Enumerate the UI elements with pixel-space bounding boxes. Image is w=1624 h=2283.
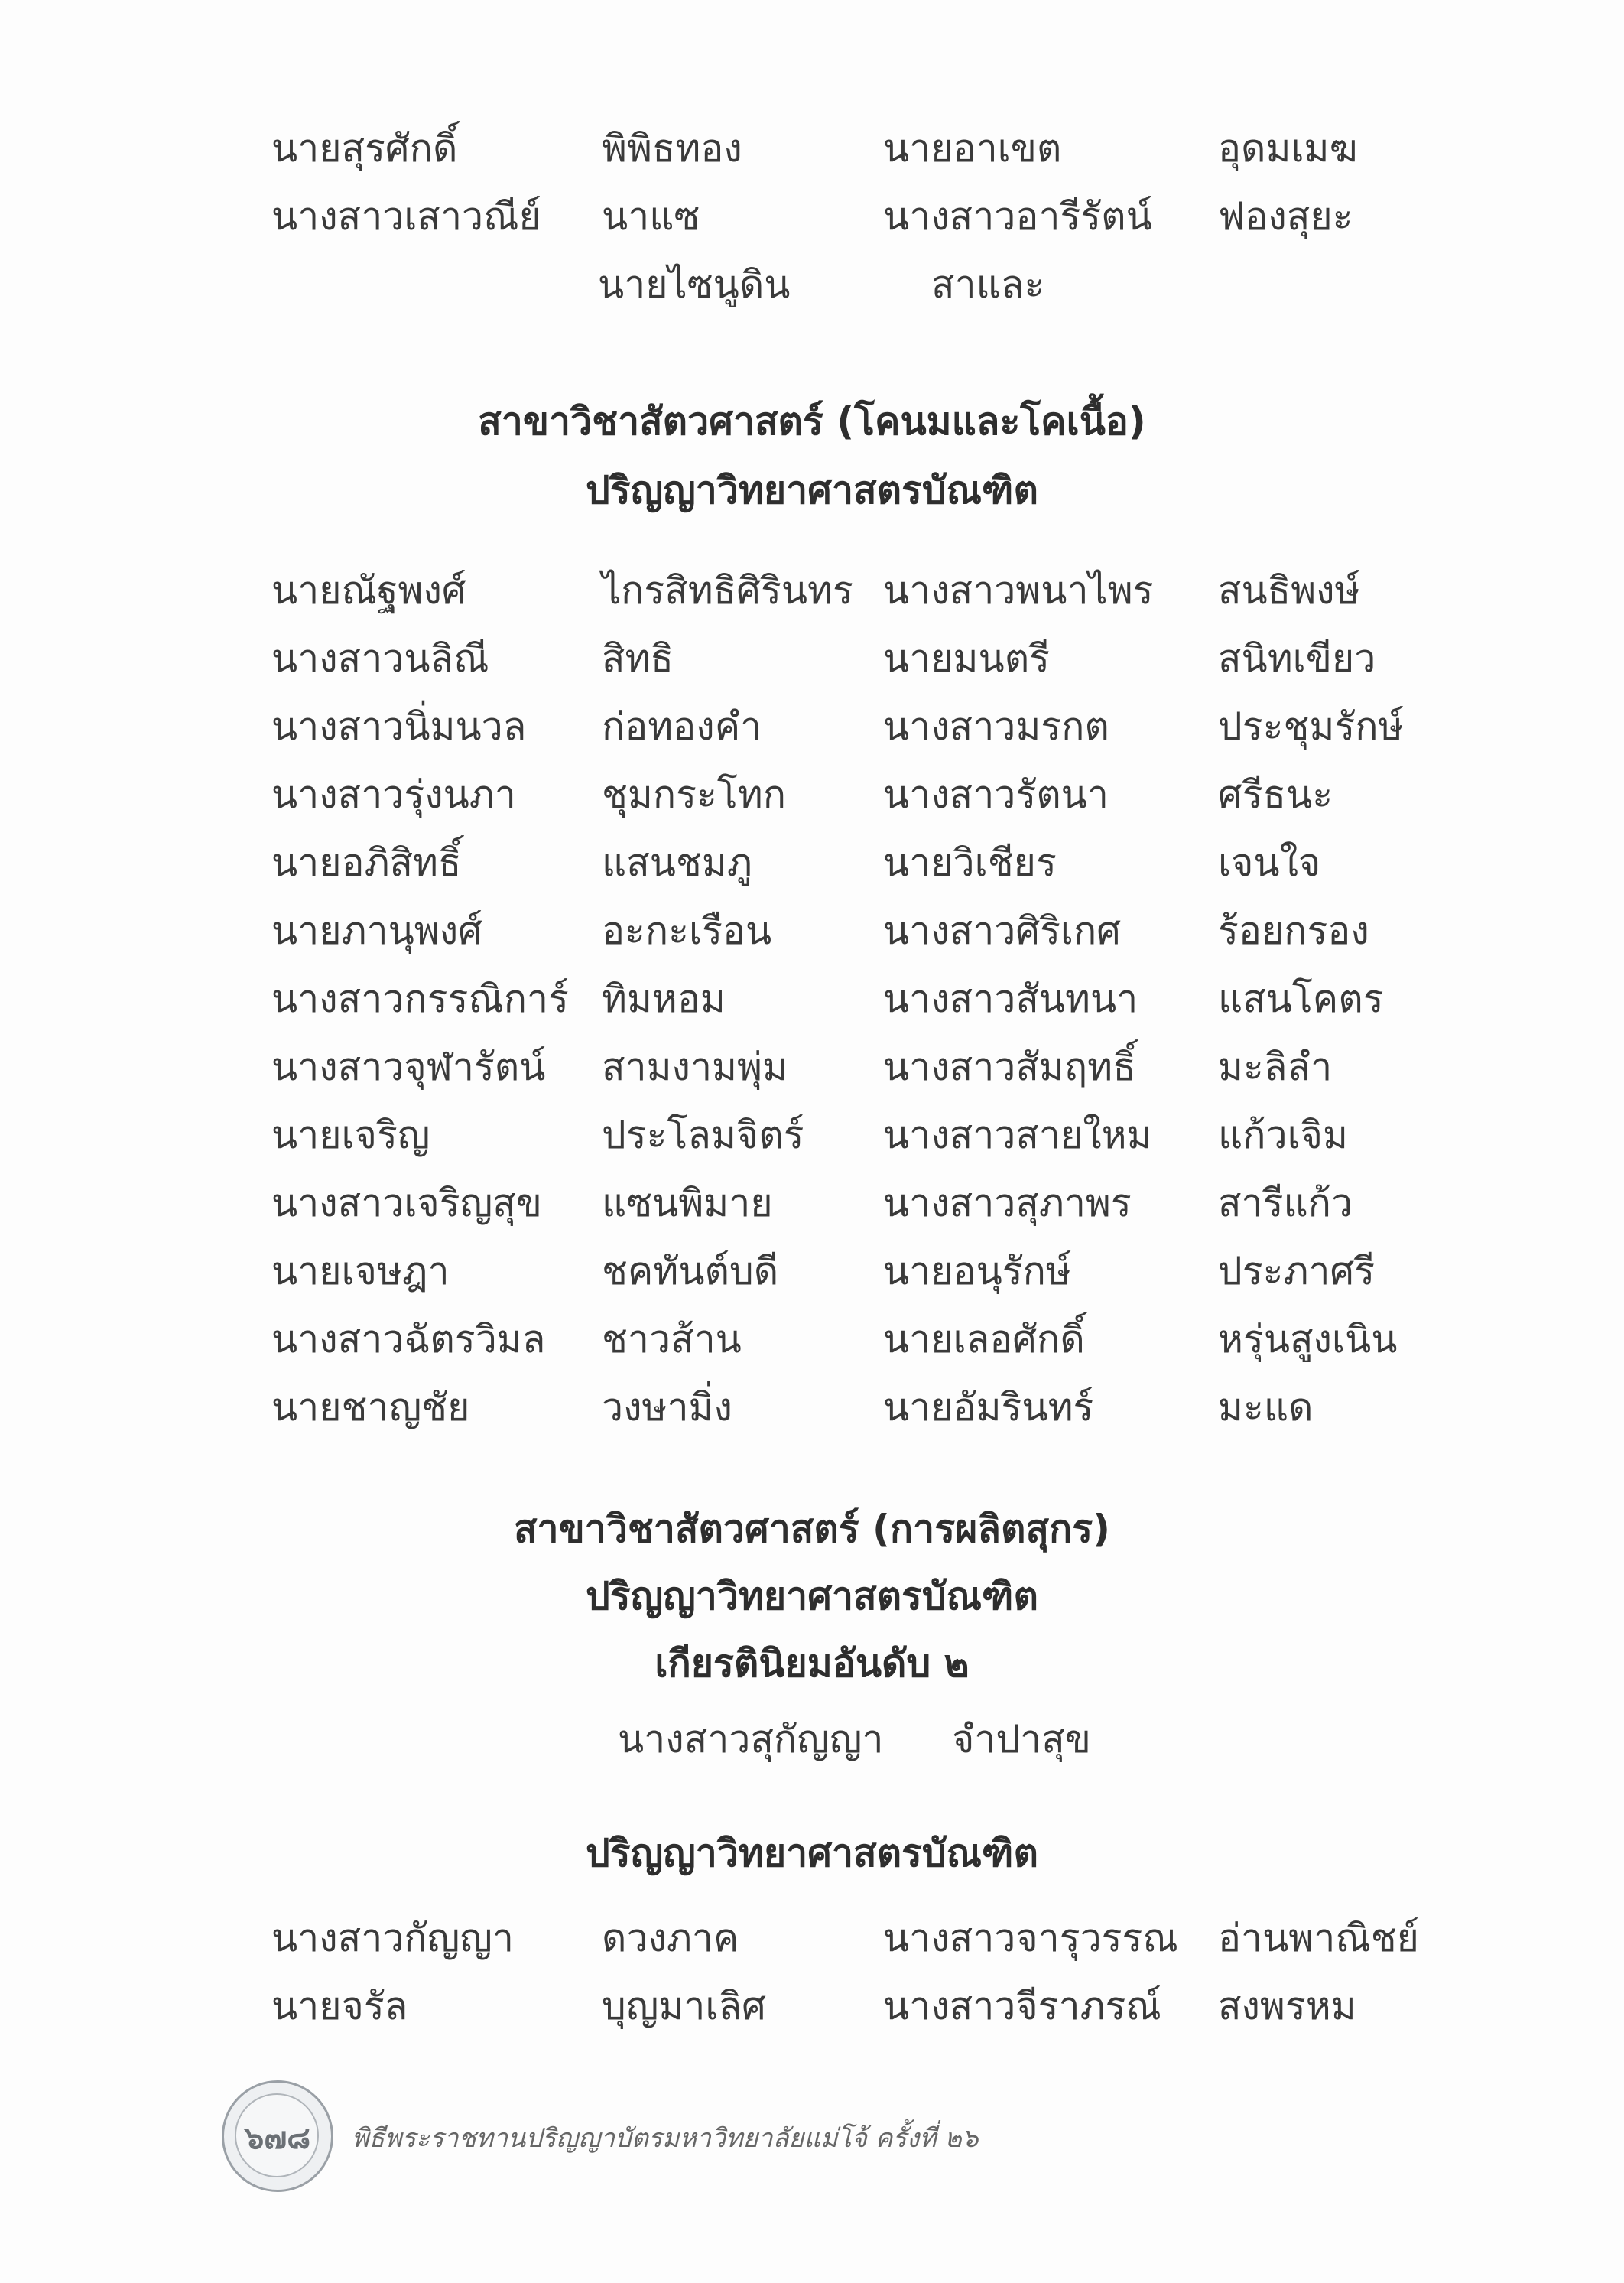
footer-caption: พิธีพระราชทานปริญญาบัตรมหาวิทยาลัยแม่โจ้ ครั้งที่ ๒๖: [352, 2123, 979, 2154]
last-name: สงพรหม: [1218, 1984, 1356, 2028]
first-name: นางสาวมรกต: [883, 704, 1109, 749]
first-name: นายอัมรินทร์: [883, 1385, 1094, 1429]
first-name: นายมนตรี: [883, 636, 1051, 681]
last-name: แซนพิมาย: [602, 1181, 773, 1225]
first-name: นางสาวนิ่มนวล: [271, 704, 527, 749]
name-row: [271, 829, 1495, 897]
first-name: นายอภิสิทธิ์: [271, 841, 462, 885]
name-row: [271, 1237, 1495, 1306]
name-row: [271, 1374, 1495, 1442]
last-name: สนิทเขียว: [1218, 636, 1376, 681]
first-name: นางสาวสุภาพร: [883, 1181, 1132, 1225]
last-name: วงษามิ่ง: [602, 1385, 732, 1429]
last-name: ทิมหอม: [602, 977, 726, 1021]
first-name: นางสาวเสาวณีย์: [271, 194, 541, 239]
first-name: นายจรัล: [271, 1984, 408, 2028]
first-name: นายเจริญ: [271, 1113, 430, 1157]
name-row: [271, 1972, 1495, 2041]
first-name: นายไซนูดิน: [598, 262, 791, 307]
first-name: นางสาวนลิณี: [271, 636, 489, 681]
honors-name-row: [0, 1706, 1624, 1774]
single-name-row: [0, 251, 1624, 319]
first-name: นางสาวกรรณิการ์: [271, 977, 569, 1021]
top-name-list: [271, 115, 1495, 251]
section-title: สาขาวิชาสัตวศาสตร์ (โคนมและโคเนื้อ): [478, 399, 1146, 444]
first-name: นายชาญชัย: [271, 1385, 470, 1429]
university-seal-icon: [222, 2080, 333, 2192]
name-row: [271, 965, 1495, 1033]
first-name: นางสาวจีราภรณ์: [883, 1984, 1161, 2028]
section1-name-list: [271, 557, 1495, 1442]
last-name: ชุมกระโทก: [602, 772, 786, 817]
name-row: [271, 1033, 1495, 1101]
first-name: นางสาวจารุวรรณ: [883, 1916, 1178, 1960]
first-name: นางสาวรัตนา: [883, 772, 1109, 817]
last-name: สาและ: [931, 262, 1045, 307]
name-row: [271, 183, 1495, 251]
first-name: นางสาวจุฬารัตน์: [271, 1045, 546, 1089]
name-row: [271, 1904, 1495, 1972]
name-row: [271, 693, 1495, 761]
last-name: ร้อยกรอง: [1218, 909, 1369, 953]
first-name: นางสาวสันทนา: [883, 977, 1138, 1021]
last-name: สนธิพงษ์: [1218, 568, 1360, 613]
first-name: นางสาวสุกัญญา: [618, 1717, 884, 1761]
last-name: ประภาศรี: [1218, 1249, 1376, 1293]
last-name: แสนโคตร: [1218, 977, 1384, 1021]
last-name: หรุ่นสูงเนิน: [1218, 1317, 1398, 1361]
name-row: [271, 897, 1495, 965]
last-name: อะกะเรือน: [602, 909, 772, 953]
section-title: สาขาวิชาสัตวศาสตร์ (การผลิตสุกร): [513, 1507, 1111, 1551]
name-row: [271, 557, 1495, 625]
first-name: นายณัฐพงศ์: [271, 568, 466, 613]
first-name: นายสุรศักดิ์: [271, 126, 458, 171]
last-name: ประโลมจิตร์: [602, 1113, 804, 1157]
name-row: [271, 1169, 1495, 1237]
last-name: ศรีธนะ: [1218, 772, 1333, 817]
last-name: ชคทันต์บดี: [602, 1249, 779, 1293]
last-name: นาแซ: [602, 194, 700, 239]
first-name: นางสาวสายใหม: [883, 1113, 1152, 1157]
first-name: นายเลอศักดิ์: [883, 1317, 1085, 1361]
first-name: นางสาวอารีรัตน์: [883, 194, 1152, 239]
last-name: สิทธิ: [602, 636, 674, 681]
page-footer: [222, 2080, 1139, 2195]
first-name: นายวิเชียร: [883, 841, 1057, 885]
first-name: นางสาวสัมฤทธิ์: [883, 1045, 1136, 1089]
section2-name-list: [271, 1904, 1495, 2041]
degree-title: ปริญญาวิทยาศาสตรบัณฑิต: [585, 1831, 1039, 1875]
degree-title: ปริญญาวิทยาศาสตรบัณฑิต: [585, 468, 1039, 512]
honors-title: เกียรตินิยมอันดับ ๒: [654, 1641, 970, 1686]
first-name: นางสาวรุ่งนภา: [271, 772, 516, 817]
last-name: ไกรสิทธิศิรินทร: [602, 568, 853, 613]
name-row: [271, 761, 1495, 829]
last-name: ชาวส้าน: [602, 1317, 742, 1361]
first-name: นายอาเขต: [883, 126, 1062, 171]
first-name: นางสาวกัญญา: [271, 1916, 514, 1960]
last-name: สามงามพุ่ม: [602, 1045, 788, 1089]
page-number: ๖๗๘: [244, 2121, 311, 2156]
last-name: มะแด: [1218, 1385, 1314, 1429]
last-name: บุญมาเลิศ: [602, 1984, 766, 2028]
last-name: พิพิธทอง: [602, 126, 742, 171]
first-name: นางสาวฉัตรวิมล: [271, 1317, 546, 1361]
first-name: นายภานุพงศ์: [271, 909, 482, 953]
last-name: ประชุมรักษ์: [1218, 704, 1404, 749]
name-row: [271, 1101, 1495, 1169]
first-name: นางสาวศิริเกศ: [883, 909, 1122, 953]
first-name: นายเจษฎา: [271, 1249, 450, 1293]
last-name: สารีแก้ว: [1218, 1181, 1353, 1225]
last-name: แก้วเจิม: [1218, 1113, 1348, 1157]
first-name: นายอนุรักษ์: [883, 1249, 1071, 1293]
last-name: ฟองสุยะ: [1218, 194, 1353, 239]
name-row: [271, 1306, 1495, 1374]
last-name: อ่านพาณิชย์: [1218, 1916, 1419, 1960]
last-name: อุดมเมฆ: [1218, 126, 1358, 171]
last-name: ดวงภาค: [602, 1916, 739, 1960]
degree-title: ปริญญาวิทยาศาสตรบัณฑิต: [585, 1574, 1039, 1618]
last-name: มะลิลำ: [1218, 1045, 1333, 1089]
last-name: ก่อทองคำ: [602, 704, 762, 749]
last-name: จำปาสุข: [952, 1717, 1091, 1761]
last-name: เจนใจ: [1218, 841, 1321, 885]
name-row: [271, 625, 1495, 693]
name-row: [271, 115, 1495, 183]
first-name: นางสาวเจริญสุข: [271, 1181, 542, 1225]
last-name: แสนชมภู: [602, 841, 752, 885]
first-name: นางสาวพนาไพร: [883, 568, 1154, 613]
